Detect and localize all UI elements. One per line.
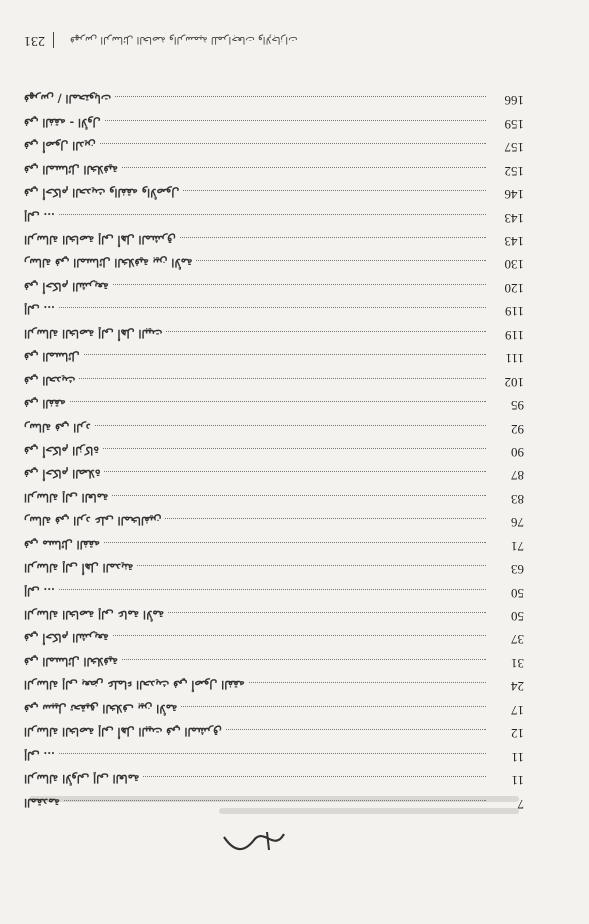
toc-entry <box>24 725 524 748</box>
dot-leader <box>59 214 486 215</box>
toc-entry-page: 166 <box>504 93 524 109</box>
header-separator <box>53 32 54 48</box>
toc-entry-title: في أصول الدين <box>24 139 96 153</box>
toc-entry <box>24 421 524 444</box>
toc-entry-page: 130 <box>504 257 524 273</box>
dot-leader <box>166 331 486 332</box>
toc-entry <box>24 303 524 326</box>
toc-entry <box>24 796 524 819</box>
dot-leader <box>249 682 486 683</box>
toc-entry-title: في أحكام الشريعة <box>24 631 109 645</box>
toc-entry-page: 143 <box>504 210 524 226</box>
toc-entry <box>24 257 524 280</box>
toc-entry-page: 146 <box>504 187 524 203</box>
toc-entry-page: 11 <box>511 773 524 789</box>
toc-entry <box>24 608 524 631</box>
toc-entry <box>24 538 524 561</box>
dot-leader <box>143 776 486 777</box>
toc-entry <box>24 116 524 139</box>
toc-entry-page: 119 <box>504 304 524 320</box>
page-number: 231 <box>24 33 45 48</box>
toc-entry-page: 95 <box>511 398 524 414</box>
dot-leader <box>59 753 486 754</box>
toc-entry-page: 102 <box>504 374 524 390</box>
toc-entry <box>24 397 524 420</box>
toc-entry-page: 50 <box>511 609 524 625</box>
toc-entry-title: في مسائل الفقه <box>24 537 100 551</box>
table-of-contents <box>24 92 524 819</box>
dot-leader <box>105 120 486 121</box>
toc-entry-page: 87 <box>511 468 524 484</box>
dot-leader <box>112 495 486 496</box>
toc-entry-page: 157 <box>504 140 524 156</box>
toc-entry-title: الرسالة الخاصة إلى أهل البيت في المشرق <box>24 725 222 739</box>
toc-entry-title: رسالة في الرد <box>24 420 91 434</box>
toc-entry-title: في الحديث <box>24 373 76 387</box>
toc-entry-title: في المسائل الخلافية <box>24 654 118 668</box>
toc-entry <box>24 280 524 303</box>
toc-entry-page: 152 <box>504 163 524 179</box>
toc-entry-page: 143 <box>504 234 524 250</box>
toc-entry-page: 37 <box>511 632 524 648</box>
toc-entry-title: الرسالة الخاصة إلى أهل البيت <box>24 326 163 340</box>
toc-entry-page: 119 <box>504 327 524 343</box>
toc-entry <box>24 350 524 373</box>
toc-entry-title: في أحكام الزكاة <box>24 444 100 457</box>
toc-entry-title: الرسالة إلى أهل المدينة <box>24 561 134 575</box>
toc-entry-page: 92 <box>511 421 524 437</box>
toc-entry <box>24 444 524 467</box>
toc-entry-page: 120 <box>504 280 524 296</box>
toc-entry-title: فهرس / المحتويات <box>24 92 112 106</box>
signature-mark <box>219 822 289 862</box>
toc-entry-title: إلى ... <box>24 584 55 598</box>
toc-entry <box>24 186 524 209</box>
dot-leader <box>84 354 486 355</box>
dot-leader <box>70 401 486 402</box>
toc-entry-title: إلى ... <box>24 748 55 762</box>
toc-entry-page: 71 <box>511 538 524 554</box>
toc-entry-title: الرسالة إلى بعض علماء الحديث في أصول الفقه <box>24 678 245 692</box>
toc-entry-title: رسالة في المسائل الخلافية بين الأمة <box>24 256 193 270</box>
toc-entry <box>24 163 524 186</box>
toc-entry <box>24 233 524 256</box>
toc-entry-page: 24 <box>511 679 524 695</box>
toc-entry-title: في المسائل الخلافية <box>24 162 118 176</box>
toc-entry <box>24 92 524 115</box>
toc-entry <box>24 210 524 233</box>
toc-entry-page: 17 <box>511 702 524 718</box>
toc-entry-title: في المسائل <box>24 350 80 364</box>
dot-leader <box>168 612 486 613</box>
dot-leader <box>122 167 486 168</box>
toc-entry-title: في الفقه - الأول <box>24 115 101 129</box>
dot-leader <box>181 706 486 707</box>
toc-entry-title: في أحكام الصلاة <box>24 467 101 481</box>
toc-entry-title: في أحكام الحديث والفقه والأصول <box>24 186 180 200</box>
toc-entry <box>24 467 524 490</box>
toc-entry-title: المقدمة <box>24 795 60 809</box>
toc-entry <box>24 514 524 537</box>
toc-entry <box>24 561 524 584</box>
toc-entry-title: إلى ... <box>24 303 55 317</box>
toc-entry <box>24 327 524 350</box>
dot-leader <box>104 542 486 543</box>
dot-leader <box>59 307 486 308</box>
running-title: فهرس الرسائل الخاصة والرسمية للمراجعات والإجازات <box>70 34 298 46</box>
toc-entry-page: 90 <box>511 445 524 460</box>
toc-entry <box>24 491 524 514</box>
dot-leader <box>137 565 486 566</box>
toc-entry-title: الرسالة الخاصة إلى أهل المشرق <box>24 233 176 247</box>
toc-entry-page: 76 <box>511 515 524 531</box>
toc-entry-title: الرسالة الأولى إلى العامة <box>24 772 140 786</box>
toc-entry <box>24 374 524 397</box>
page-header <box>24 28 524 52</box>
toc-entry-title: الرسالة الخاصة إلى عامة الأمة <box>24 608 165 622</box>
toc-entry <box>24 655 524 678</box>
toc-entry <box>24 678 524 701</box>
toc-entry-page: 11 <box>511 749 524 765</box>
toc-entry <box>24 702 524 725</box>
toc-entry-page: 159 <box>504 116 524 132</box>
toc-entry-page: 111 <box>505 351 524 367</box>
toc-entry-title: رسالة في الرد على المخالفين <box>24 514 162 528</box>
dot-leader <box>165 518 486 519</box>
toc-entry-title: في الفقه <box>24 397 66 411</box>
toc-entry-page: 12 <box>511 726 524 742</box>
dot-leader <box>59 589 486 590</box>
toc-entry <box>24 632 524 655</box>
toc-entry-title: الرسالة إلى العامة <box>24 490 109 504</box>
toc-entry <box>24 139 524 162</box>
dot-leader <box>183 190 486 191</box>
dot-leader <box>113 636 486 637</box>
toc-entry <box>24 749 524 772</box>
dot-leader <box>100 143 486 144</box>
dot-leader <box>113 284 486 285</box>
toc-entry-page: 63 <box>511 562 524 578</box>
toc-entry-title: إلى ... <box>24 209 55 223</box>
toc-entry <box>24 585 524 608</box>
dot-leader <box>122 659 486 660</box>
dot-leader <box>104 471 486 472</box>
dot-leader <box>226 729 486 730</box>
dot-leader <box>64 800 486 801</box>
toc-entry <box>24 772 524 795</box>
toc-entry-page: 7 <box>517 796 524 812</box>
dot-leader <box>196 261 486 262</box>
toc-entry-page: 31 <box>511 655 524 671</box>
toc-entry-title: في أحكام الشريعة <box>24 279 109 293</box>
dot-leader <box>115 96 486 97</box>
toc-entry-title: في سبيل تحقيق الخلاف بين الأمة <box>24 701 178 715</box>
dot-leader <box>79 378 486 379</box>
toc-entry-page: 83 <box>511 491 524 507</box>
dot-leader <box>95 425 486 426</box>
toc-entry-page: 50 <box>511 585 524 601</box>
dot-leader <box>180 237 486 238</box>
dot-leader <box>103 448 486 449</box>
